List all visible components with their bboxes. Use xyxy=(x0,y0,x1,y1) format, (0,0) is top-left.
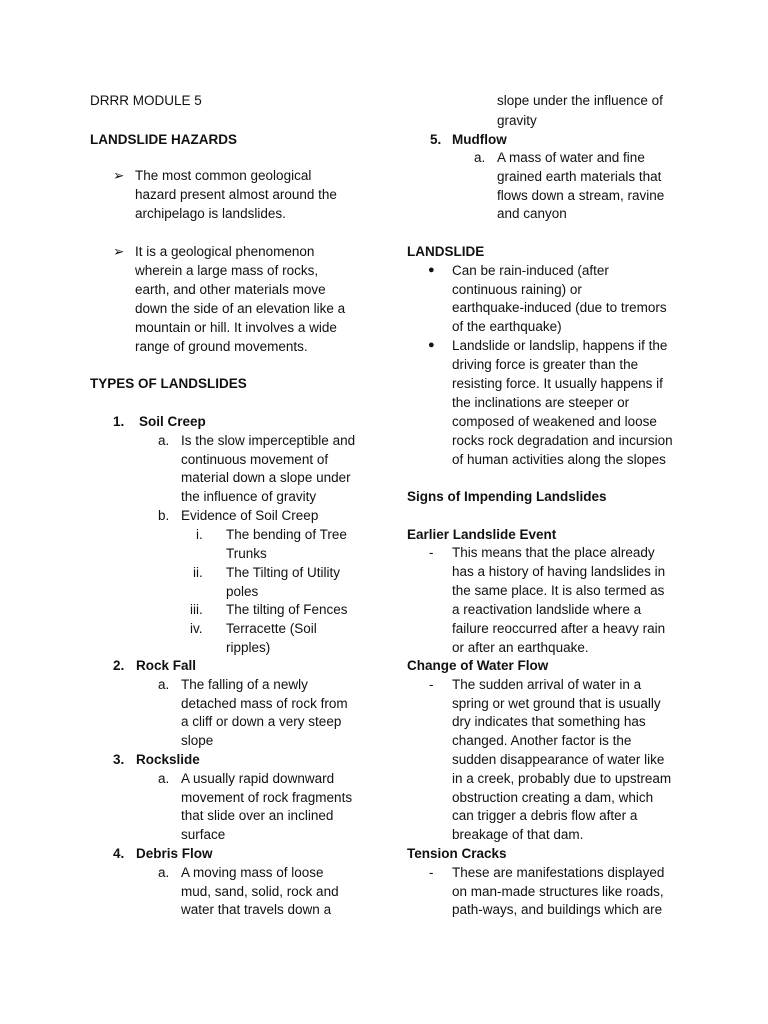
arrow-bullet-icon: ➢ xyxy=(113,244,125,259)
list-letter: a. xyxy=(158,677,170,692)
list-number: 4. xyxy=(113,846,125,861)
dot-bullet-icon: ● xyxy=(428,264,435,276)
mudflow-title: Mudflow xyxy=(452,132,507,147)
tension-cracks-title: Tension Cracks xyxy=(407,846,507,861)
list-text-line: the same place. It is also termed as xyxy=(452,583,665,598)
arrow-bullet-icon: ➢ xyxy=(113,168,125,183)
list-text-line: These are manifestations displayed xyxy=(452,865,665,880)
list-number: 5. xyxy=(430,132,442,147)
list-text-line: the influence of gravity xyxy=(181,489,317,504)
list-text-line: breakage of that dam. xyxy=(452,827,584,842)
list-text-line: path-ways, and buildings which are xyxy=(452,902,663,917)
bullet-text-line: resisting force. It usually happens if xyxy=(452,376,663,391)
bullet-text-line: It is a geological phenomenon xyxy=(135,244,315,259)
list-text-line: flows down a stream, ravine xyxy=(497,188,665,203)
list-text-line: spring or wet ground that is usually xyxy=(452,696,661,711)
list-text-line: movement of rock fragments xyxy=(181,790,353,805)
list-text-line: detached mass of rock from xyxy=(181,696,348,711)
bullet-text-line: Can be rain-induced (after xyxy=(452,263,609,278)
list-text-line: Trunks xyxy=(226,546,267,561)
list-text-line: sudden disappearance of water like xyxy=(452,752,665,767)
list-letter: a. xyxy=(158,433,170,448)
list-text-line: continuous movement of xyxy=(181,452,329,467)
list-text-line: The Tilting of Utility xyxy=(226,565,341,580)
list-text-line: that slide over an inclined xyxy=(181,808,334,823)
list-text-line: A mass of water and fine xyxy=(497,150,645,165)
list-letter: a. xyxy=(474,150,486,165)
bullet-text-line: rocks rock degradation and incursion xyxy=(452,433,673,448)
list-text-line: The falling of a newly xyxy=(181,677,308,692)
list-text-line: Evidence of Soil Creep xyxy=(181,508,319,523)
list-text-line: dry indicates that something has xyxy=(452,714,646,729)
list-text-line: A usually rapid downward xyxy=(181,771,335,786)
list-text-line: in a creek, probably due to upstream xyxy=(452,771,672,786)
list-text-line: A moving mass of loose xyxy=(181,865,324,880)
bullet-text-line: composed of weakened and loose xyxy=(452,414,657,429)
list-text-line: mud, sand, solid, rock and xyxy=(181,884,339,899)
landslide-heading: LANDSLIDE xyxy=(407,244,485,259)
list-text-line: poles xyxy=(226,584,259,599)
rock-fall-title: Rock Fall xyxy=(136,658,197,673)
bullet-text-line: Landslide or landslip, happens if the xyxy=(452,338,668,353)
roman-numeral: iv. xyxy=(190,621,203,636)
list-number: 2. xyxy=(113,658,125,673)
bullet-text-line: down the side of an elevation like a xyxy=(135,301,346,316)
list-text-line: Terracette (Soil xyxy=(226,621,317,636)
earlier-landslide-title: Earlier Landslide Event xyxy=(407,527,557,542)
list-text-line: material down a slope under xyxy=(181,470,351,485)
bullet-text-line: driving force is greater than the xyxy=(452,357,639,372)
list-text-line: water that travels down a xyxy=(181,902,332,917)
list-text-line: surface xyxy=(181,827,226,842)
list-letter: a. xyxy=(158,865,170,880)
bullet-text-line: hazard present almost around the xyxy=(135,187,337,202)
bullet-text-line: continuous raining) or xyxy=(452,282,582,297)
list-text-line: slope under the influence of xyxy=(497,93,663,108)
list-text-line: changed. Another factor is the xyxy=(452,733,632,748)
list-letter: b. xyxy=(158,508,170,523)
list-text-line: Is the slow imperceptible and xyxy=(181,433,356,448)
bullet-text-line: wherein a large mass of rocks, xyxy=(135,263,319,278)
bullet-text-line: of human activities along the slopes xyxy=(452,452,666,467)
list-text-line: gravity xyxy=(497,113,537,128)
roman-numeral: ii. xyxy=(193,565,203,580)
list-text-line: The sudden arrival of water in a xyxy=(452,677,642,692)
types-of-landslides-heading: TYPES OF LANDSLIDES xyxy=(90,376,247,391)
dash-bullet: - xyxy=(429,545,434,560)
list-text-line: a reactivation landslide where a xyxy=(452,602,642,617)
dot-bullet-icon: ● xyxy=(428,339,435,351)
landslide-hazards-heading: LANDSLIDE HAZARDS xyxy=(90,132,237,147)
bullet-text-line: mountain or hill. It involves a wide xyxy=(135,320,337,335)
dash-bullet: - xyxy=(429,865,434,880)
bullet-text-line: the inclinations are steeper or xyxy=(452,395,630,410)
list-text-line: and canyon xyxy=(497,206,567,221)
list-number: 3. xyxy=(113,752,125,767)
bullet-text-line: of the earthquake) xyxy=(452,319,562,334)
debris-flow-title: Debris Flow xyxy=(136,846,213,861)
list-text-line: or after an earthquake. xyxy=(452,640,589,655)
bullet-text-line: earth, and other materials move xyxy=(135,282,326,297)
list-text-line: The tilting of Fences xyxy=(226,602,348,617)
list-text-line: on man-made structures like roads, xyxy=(452,884,664,899)
roman-numeral: iii. xyxy=(190,602,203,617)
bullet-text-line: earthquake-induced (due to tremors xyxy=(452,300,667,315)
list-text-line: ripples) xyxy=(226,640,271,655)
list-letter: a. xyxy=(158,771,170,786)
list-text-line: grained earth materials that xyxy=(497,169,662,184)
dash-bullet: - xyxy=(429,677,434,692)
bullet-text-line: range of ground movements. xyxy=(135,339,308,354)
soil-creep-title: Soil Creep xyxy=(139,414,206,429)
bullet-text-line: archipelago is landslides. xyxy=(135,206,286,221)
list-text-line: can trigger a debris flow after a xyxy=(452,808,638,823)
change-of-water-flow-title: Change of Water Flow xyxy=(407,658,549,673)
roman-numeral: i. xyxy=(196,527,203,542)
document-title: DRRR MODULE 5 xyxy=(90,93,202,108)
rockslide-title: Rockslide xyxy=(136,752,200,767)
list-text-line: slope xyxy=(181,733,214,748)
list-text-line: a cliff or down a very steep xyxy=(181,714,342,729)
signs-heading: Signs of Impending Landslides xyxy=(407,489,607,504)
list-number: 1. xyxy=(113,414,125,429)
bullet-text-line: The most common geological xyxy=(135,168,312,183)
list-text-line: has a history of having landslides in xyxy=(452,564,666,579)
list-text-line: obstruction creating a dam, which xyxy=(452,790,654,805)
list-text-line: This means that the place already xyxy=(452,545,655,560)
list-text-line: The bending of Tree xyxy=(226,527,347,542)
list-text-line: failure reoccurred after a heavy rain xyxy=(452,621,666,636)
